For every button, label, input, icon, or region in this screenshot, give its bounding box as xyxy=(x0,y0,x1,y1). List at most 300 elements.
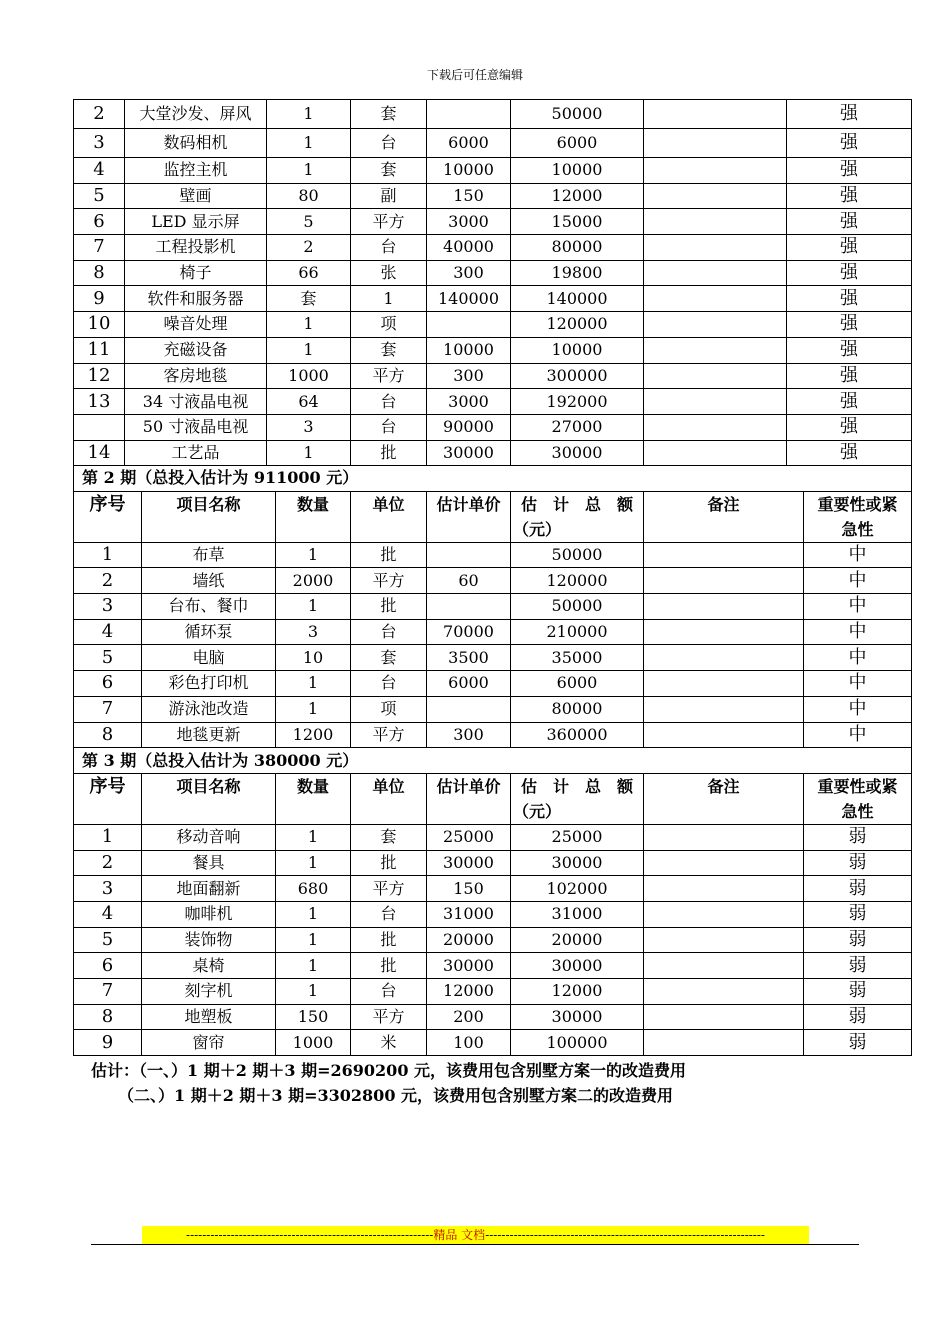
quantity: 1 xyxy=(276,696,351,722)
item-name: 桌椅 xyxy=(142,953,276,979)
importance: 强 xyxy=(787,312,912,338)
note xyxy=(644,696,804,722)
note xyxy=(644,100,787,129)
quantity: 2 xyxy=(267,235,351,261)
column-header-row xyxy=(74,491,912,542)
unit-price: 300 xyxy=(427,260,511,286)
quantity: 2000 xyxy=(276,568,351,594)
item-name: 刻字机 xyxy=(142,979,276,1005)
unit-price: 100 xyxy=(427,1030,511,1056)
footer-dashes-left: ------------------------------------------------------------- xyxy=(186,1228,434,1242)
unit: 米 xyxy=(351,1030,427,1056)
quantity: 10 xyxy=(276,645,351,671)
table-row xyxy=(74,850,912,876)
total-amount: 80000 xyxy=(511,235,644,261)
unit: 台 xyxy=(351,235,427,261)
unit: 台 xyxy=(351,901,427,927)
row-number: 9 xyxy=(74,1030,142,1056)
row-number: 5 xyxy=(74,927,142,953)
note xyxy=(644,158,787,184)
quantity: 64 xyxy=(267,389,351,415)
quantity: 1000 xyxy=(276,1030,351,1056)
unit-price: 30000 xyxy=(427,953,511,979)
unit-price xyxy=(427,542,511,568)
header-importance xyxy=(804,773,912,824)
note xyxy=(644,722,804,748)
row-number: 12 xyxy=(74,363,125,389)
importance: 中 xyxy=(804,619,912,645)
unit: 套 xyxy=(351,337,427,363)
note xyxy=(644,363,787,389)
unit: 批 xyxy=(351,953,427,979)
unit-price: 200 xyxy=(427,1004,511,1030)
importance: 弱 xyxy=(804,901,912,927)
quantity: 80 xyxy=(267,183,351,209)
quantity: 1 xyxy=(276,953,351,979)
importance: 弱 xyxy=(804,850,912,876)
note xyxy=(644,542,804,568)
importance: 弱 xyxy=(804,824,912,850)
table-row xyxy=(74,824,912,850)
total-amount: 80000 xyxy=(511,696,644,722)
item-name: 工艺品 xyxy=(125,440,267,466)
row-number: 4 xyxy=(74,619,142,645)
unit-price: 30000 xyxy=(427,850,511,876)
table-row xyxy=(74,568,912,594)
table-row xyxy=(74,696,912,722)
unit-price: 90000 xyxy=(427,414,511,440)
header-total xyxy=(511,491,644,542)
total-amount: 50000 xyxy=(511,100,644,129)
note xyxy=(644,337,787,363)
unit: 平方 xyxy=(351,722,427,748)
row-number: 9 xyxy=(74,286,125,312)
row-number: 8 xyxy=(74,260,125,286)
quantity: 1 xyxy=(276,671,351,697)
note xyxy=(644,850,804,876)
footer-dashes-right: --------------------------------------------------------------------- xyxy=(485,1228,765,1242)
header-imp-line1: 重要性或紧 xyxy=(817,494,898,514)
item-name: 软件和服务器 xyxy=(125,286,267,312)
row-number: 3 xyxy=(74,594,142,620)
item-name: 椅子 xyxy=(125,260,267,286)
quantity: 66 xyxy=(267,260,351,286)
quantity: 1 xyxy=(267,337,351,363)
unit: 批 xyxy=(351,594,427,620)
unit: 平方 xyxy=(351,363,427,389)
footer-label: 精品 文档 xyxy=(433,1228,486,1242)
total-amount: 15000 xyxy=(511,209,644,235)
total-amount: 19800 xyxy=(511,260,644,286)
item-name: 咖啡机 xyxy=(142,901,276,927)
note xyxy=(644,568,804,594)
unit-price: 300 xyxy=(427,722,511,748)
table-row xyxy=(74,901,912,927)
note xyxy=(644,183,787,209)
table-row xyxy=(74,953,912,979)
note xyxy=(644,619,804,645)
quantity: 680 xyxy=(276,876,351,902)
total-amount: 360000 xyxy=(511,722,644,748)
note xyxy=(644,671,804,697)
total-amount: 6000 xyxy=(511,129,644,158)
total-amount: 50000 xyxy=(511,542,644,568)
unit: 平方 xyxy=(351,209,427,235)
row-number: 7 xyxy=(74,235,125,261)
total-amount: 120000 xyxy=(511,312,644,338)
unit-price xyxy=(427,696,511,722)
unit: 套 xyxy=(351,158,427,184)
row-number: 2 xyxy=(74,100,125,129)
unit-price: 140000 xyxy=(427,286,511,312)
unit: 台 xyxy=(351,389,427,415)
item-name: 地面翻新 xyxy=(142,876,276,902)
row-number: 10 xyxy=(74,312,125,338)
importance: 强 xyxy=(787,183,912,209)
note xyxy=(644,389,787,415)
header-unit: 单位 xyxy=(351,773,427,824)
row-number: 6 xyxy=(74,671,142,697)
total-amount: 30000 xyxy=(511,850,644,876)
row-number: 5 xyxy=(74,183,125,209)
quantity: 1 xyxy=(276,594,351,620)
quantity: 1 xyxy=(276,850,351,876)
unit: 平方 xyxy=(351,876,427,902)
item-name: 电脑 xyxy=(142,645,276,671)
table-row xyxy=(74,645,912,671)
quantity: 1 xyxy=(267,440,351,466)
header-note: 备注 xyxy=(644,773,804,824)
header-qty: 数量 xyxy=(276,773,351,824)
unit-price: 6000 xyxy=(427,129,511,158)
note xyxy=(644,953,804,979)
item-name: 客房地毯 xyxy=(125,363,267,389)
importance: 中 xyxy=(804,696,912,722)
quantity: 1000 xyxy=(267,363,351,389)
table-row xyxy=(74,414,912,440)
table-row xyxy=(74,876,912,902)
header-total xyxy=(511,773,644,824)
table-row xyxy=(74,1004,912,1030)
item-name: 移动音响 xyxy=(142,824,276,850)
note xyxy=(644,901,804,927)
unit-price: 150 xyxy=(427,876,511,902)
unit-price: 12000 xyxy=(427,979,511,1005)
header-name: 项目名称 xyxy=(142,773,276,824)
phase2-title xyxy=(74,466,912,492)
total-amount: 31000 xyxy=(511,901,644,927)
quantity: 1 xyxy=(267,158,351,184)
unit: 批 xyxy=(351,440,427,466)
row-number: 2 xyxy=(74,568,142,594)
unit-price: 10000 xyxy=(427,158,511,184)
quantity: 3 xyxy=(267,414,351,440)
total-amount: 102000 xyxy=(511,876,644,902)
unit-price xyxy=(427,594,511,620)
header-note: 备注 xyxy=(644,491,804,542)
header-name: 项目名称 xyxy=(142,491,276,542)
quantity: 1200 xyxy=(276,722,351,748)
note xyxy=(644,1004,804,1030)
unit: 平方 xyxy=(351,1004,427,1030)
importance: 弱 xyxy=(804,1030,912,1056)
table-row xyxy=(74,260,912,286)
importance: 中 xyxy=(804,568,912,594)
unit-price: 20000 xyxy=(427,927,511,953)
table-row xyxy=(74,312,912,338)
header-qty: 数量 xyxy=(276,491,351,542)
estimate-line-2: （二、）1 期＋2 期＋3 期=3302800 元，该费用包含别墅方案二的改造费用 xyxy=(118,1086,674,1105)
row-number: 8 xyxy=(74,1004,142,1030)
note xyxy=(644,209,787,235)
unit: 台 xyxy=(351,414,427,440)
row-number: 8 xyxy=(74,722,142,748)
phase2-title-label: 第 2 期（总投入估计为 911000 元） xyxy=(74,466,912,492)
importance: 强 xyxy=(787,440,912,466)
importance: 强 xyxy=(787,129,912,158)
importance: 强 xyxy=(787,235,912,261)
row-number: 13 xyxy=(74,389,125,415)
row-number: 3 xyxy=(74,876,142,902)
unit: 项 xyxy=(351,312,427,338)
row-number: 7 xyxy=(74,696,142,722)
importance: 弱 xyxy=(804,1004,912,1030)
unit: 台 xyxy=(351,619,427,645)
item-name: 窗帘 xyxy=(142,1030,276,1056)
item-name: 充磁设备 xyxy=(125,337,267,363)
row-number xyxy=(74,414,125,440)
unit: 套 xyxy=(351,100,427,129)
unit: 平方 xyxy=(351,568,427,594)
total-amount: 6000 xyxy=(511,671,644,697)
unit: 1 xyxy=(351,286,427,312)
item-name: LED 显示屏 xyxy=(125,209,267,235)
quantity: 1 xyxy=(267,129,351,158)
table-row xyxy=(74,671,912,697)
header-total-line1: 估 计 总 额 xyxy=(520,776,633,796)
header-no: 序号 xyxy=(74,773,142,824)
unit-price: 3000 xyxy=(427,389,511,415)
quantity: 1 xyxy=(276,979,351,1005)
importance: 强 xyxy=(787,158,912,184)
column-header-row xyxy=(74,773,912,824)
importance: 强 xyxy=(787,363,912,389)
quantity: 1 xyxy=(276,824,351,850)
unit-price: 60 xyxy=(427,568,511,594)
table-row xyxy=(74,286,912,312)
importance: 强 xyxy=(787,209,912,235)
row-number: 1 xyxy=(74,824,142,850)
item-name: 大堂沙发、屏风 xyxy=(125,100,267,129)
item-name: 彩色打印机 xyxy=(142,671,276,697)
header-no: 序号 xyxy=(74,491,142,542)
item-name: 地毯更新 xyxy=(142,722,276,748)
unit-price: 70000 xyxy=(427,619,511,645)
note xyxy=(644,824,804,850)
note xyxy=(644,286,787,312)
table-row xyxy=(74,183,912,209)
total-amount: 300000 xyxy=(511,363,644,389)
table-row xyxy=(74,979,912,1005)
item-name: 布草 xyxy=(142,542,276,568)
total-amount: 192000 xyxy=(511,389,644,415)
note xyxy=(644,235,787,261)
header-importance xyxy=(804,491,912,542)
table-row xyxy=(74,440,912,466)
item-name: 壁画 xyxy=(125,183,267,209)
item-name: 噪音处理 xyxy=(125,312,267,338)
note xyxy=(644,260,787,286)
importance: 中 xyxy=(804,671,912,697)
table-row xyxy=(74,363,912,389)
unit: 副 xyxy=(351,183,427,209)
importance: 中 xyxy=(804,542,912,568)
importance: 弱 xyxy=(804,927,912,953)
total-amount: 25000 xyxy=(511,824,644,850)
table-row xyxy=(74,337,912,363)
quantity: 1 xyxy=(267,312,351,338)
importance: 弱 xyxy=(804,953,912,979)
total-amount: 35000 xyxy=(511,645,644,671)
unit-price xyxy=(427,312,511,338)
item-name: 50 寸液晶电视 xyxy=(125,414,267,440)
total-amount: 30000 xyxy=(511,1004,644,1030)
estimate-line-1: 估计：（一、）1 期＋2 期＋3 期=2690200 元，该费用包含别墅方案一的改造费用 xyxy=(91,1061,687,1080)
phase2-3-table xyxy=(73,465,912,1056)
row-number: 11 xyxy=(74,337,125,363)
total-amount: 12000 xyxy=(511,183,644,209)
quantity: 套 xyxy=(267,286,351,312)
header-total-line2: （元） xyxy=(513,801,562,821)
footer-band xyxy=(142,1226,809,1244)
quantity: 1 xyxy=(276,927,351,953)
quantity: 3 xyxy=(276,619,351,645)
table-row xyxy=(74,594,912,620)
header-imp-line2: 急性 xyxy=(841,801,874,821)
total-amount: 120000 xyxy=(511,568,644,594)
item-name: 34 寸液晶电视 xyxy=(125,389,267,415)
unit-price: 3000 xyxy=(427,209,511,235)
total-amount: 10000 xyxy=(511,158,644,184)
note xyxy=(644,876,804,902)
note xyxy=(644,645,804,671)
row-number: 6 xyxy=(74,953,142,979)
total-amount: 27000 xyxy=(511,414,644,440)
row-number: 2 xyxy=(74,850,142,876)
total-amount: 140000 xyxy=(511,286,644,312)
unit: 台 xyxy=(351,129,427,158)
importance: 中 xyxy=(804,594,912,620)
importance: 强 xyxy=(787,414,912,440)
table-row xyxy=(74,389,912,415)
header-total-line1: 估 计 总 额 xyxy=(520,494,633,514)
row-number: 5 xyxy=(74,645,142,671)
row-number: 4 xyxy=(74,158,125,184)
page-header: 下载后可任意编辑 xyxy=(426,68,523,82)
item-name: 循环泵 xyxy=(142,619,276,645)
note xyxy=(644,414,787,440)
total-amount: 50000 xyxy=(511,594,644,620)
note xyxy=(644,1030,804,1056)
unit: 批 xyxy=(351,542,427,568)
item-name: 餐具 xyxy=(142,850,276,876)
unit: 套 xyxy=(351,645,427,671)
item-name: 地塑板 xyxy=(142,1004,276,1030)
quantity: 1 xyxy=(276,542,351,568)
phase3-title-label: 第 3 期（总投入估计为 380000 元） xyxy=(74,748,912,774)
table-row xyxy=(74,722,912,748)
quantity: 150 xyxy=(276,1004,351,1030)
table-row xyxy=(74,1030,912,1056)
item-name: 数码相机 xyxy=(125,129,267,158)
table-row xyxy=(74,129,912,158)
table-row xyxy=(74,158,912,184)
header-unit: 单位 xyxy=(351,491,427,542)
row-number: 7 xyxy=(74,979,142,1005)
quantity: 1 xyxy=(276,901,351,927)
unit-price: 31000 xyxy=(427,901,511,927)
unit-price: 6000 xyxy=(427,671,511,697)
importance: 中 xyxy=(804,722,912,748)
item-name: 墙纸 xyxy=(142,568,276,594)
unit: 批 xyxy=(351,927,427,953)
phase1-table xyxy=(73,99,912,466)
row-number: 14 xyxy=(74,440,125,466)
row-number: 6 xyxy=(74,209,125,235)
header-imp-line2: 急性 xyxy=(841,519,874,539)
item-name: 台布、餐巾 xyxy=(142,594,276,620)
importance: 强 xyxy=(787,337,912,363)
item-name: 装饰物 xyxy=(142,927,276,953)
importance: 强 xyxy=(787,389,912,415)
unit-price: 25000 xyxy=(427,824,511,850)
unit-price: 300 xyxy=(427,363,511,389)
unit-price xyxy=(427,100,511,129)
importance: 中 xyxy=(804,645,912,671)
note xyxy=(644,440,787,466)
importance: 弱 xyxy=(804,979,912,1005)
table-row xyxy=(74,927,912,953)
footer-rule xyxy=(91,1244,859,1245)
unit-price: 40000 xyxy=(427,235,511,261)
total-amount: 30000 xyxy=(511,953,644,979)
total-amount: 10000 xyxy=(511,337,644,363)
row-number: 4 xyxy=(74,901,142,927)
unit: 台 xyxy=(351,671,427,697)
note xyxy=(644,594,804,620)
header-price: 估计单价 xyxy=(427,773,511,824)
note xyxy=(644,312,787,338)
unit-price: 150 xyxy=(427,183,511,209)
header-imp-line1: 重要性或紧 xyxy=(817,776,898,796)
unit-price: 30000 xyxy=(427,440,511,466)
note xyxy=(644,927,804,953)
total-amount: 30000 xyxy=(511,440,644,466)
header-price: 估计单价 xyxy=(427,491,511,542)
item-name: 游泳池改造 xyxy=(142,696,276,722)
unit-price: 3500 xyxy=(427,645,511,671)
phase3-title xyxy=(74,748,912,774)
note xyxy=(644,979,804,1005)
total-amount: 20000 xyxy=(511,927,644,953)
item-name: 监控主机 xyxy=(125,158,267,184)
importance: 弱 xyxy=(804,876,912,902)
table-row xyxy=(74,235,912,261)
unit: 套 xyxy=(351,824,427,850)
importance: 强 xyxy=(787,100,912,129)
row-number: 3 xyxy=(74,129,125,158)
row-number: 1 xyxy=(74,542,142,568)
